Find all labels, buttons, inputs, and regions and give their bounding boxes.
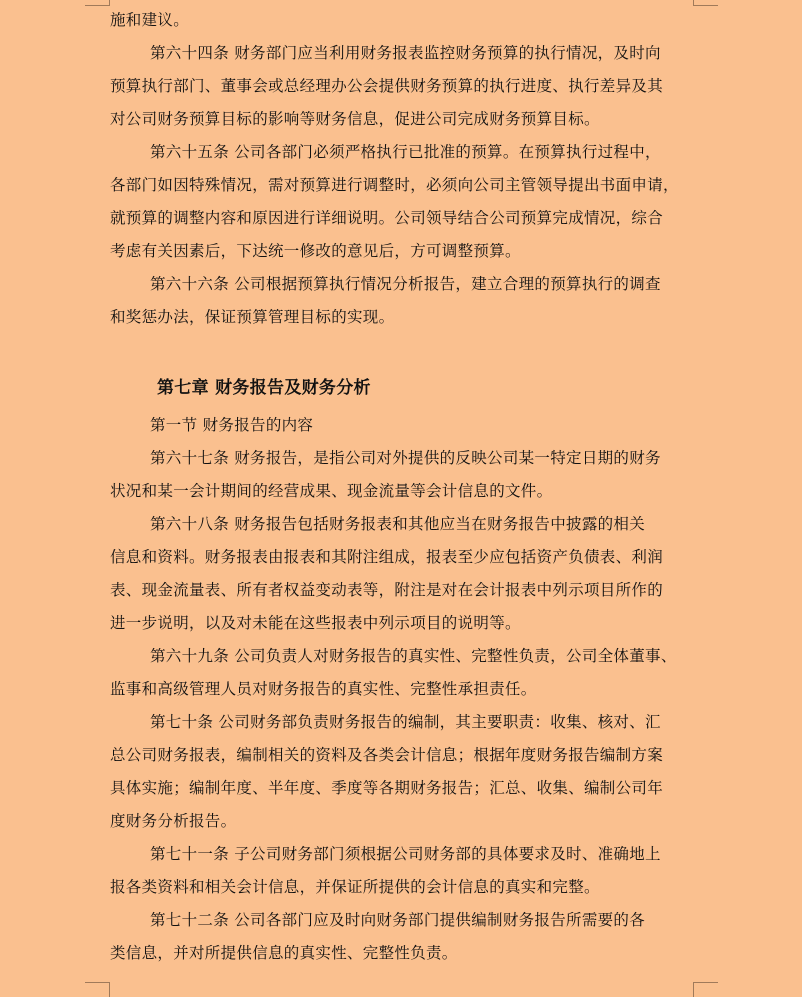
text-line: 各部门如因特殊情况，需对预算进行调整时，必须向公司主管领导提出书面申请， [110,176,679,194]
text-line: 预算执行部门、董事会或总经理办公会提供财务预算的执行进度、执行差异及其 [110,77,664,95]
text-line: 类信息，并对所提供信息的真实性、完整性负责。 [110,944,458,962]
document-body [110,0,692,996]
text-line: 第六十五条 公司各部门必须严格执行已批准的预算。在预算执行过程中， [150,143,661,161]
page-corner-mark-bottom-left [85,982,110,997]
text-line: 第七十条 公司财务部负责财务报告的编制，其主要职责：收集、核对、汇 [150,713,661,731]
text-line: 表、现金流量表、所有者权益变动表等，附注是对在会计报表中列示项目所作的 [110,581,664,599]
text-line: 施和建议。 [110,11,190,29]
text-line: 第六十九条 公司负责人对财务报告的真实性、完整性负责，公司全体董事、 [150,647,677,665]
text-line: 考虑有关因素后，下达统一修改的意见后，方可调整预算。 [110,242,521,260]
text-line: 第六十七条 财务报告，是指公司对外提供的反映公司某一特定日期的财务 [150,449,661,467]
text-line: 监事和高级管理人员对财务报告的真实性、完整性承担责任。 [110,680,537,698]
text-line: 报各类资料和相关会计信息，并保证所提供的会计信息的真实和完整。 [110,878,600,896]
text-line: 第六十六条 公司根据预算执行情况分析报告，建立合理的预算执行的调查 [150,275,661,293]
text-line: 第七十一条 子公司财务部门须根据公司财务部的具体要求及时、准确地上 [150,845,661,863]
text-line: 第七十二条 公司各部门应及时向财务部门提供编制财务报告所需要的各 [150,911,646,929]
chapter-heading: 第七章 财务报告及财务分析 [157,378,371,398]
text-line: 就预算的调整内容和原因进行详细说明。公司领导结合公司预算完成情况，综合 [110,209,664,227]
text-line: 进一步说明，以及对未能在这些报表中列示项目的说明等。 [110,614,521,632]
text-line: 度财务分析报告。 [110,812,237,830]
text-line: 第六十四条 财务部门应当利用财务报表监控财务预算的执行情况，及时向 [150,44,661,62]
text-line: 第一节 财务报告的内容 [150,416,314,434]
text-line: 具体实施；编制年度、半年度、季度等各期财务报告；汇总、收集、编制公司年 [110,779,664,797]
page-corner-mark-top-left [85,0,110,6]
text-line: 第六十八条 财务报告包括财务报表和其他应当在财务报告中披露的相关 [150,515,646,533]
text-line: 对公司财务预算目标的影响等财务信息，促进公司完成财务预算目标。 [110,110,600,128]
text-line: 和奖惩办法，保证预算管理目标的实现。 [110,308,395,326]
page-corner-mark-top-right [693,0,718,6]
text-line: 总公司财务报表，编制相关的资料及各类会计信息；根据年度财务报告编制方案 [110,746,664,764]
page-corner-mark-bottom-right [693,982,718,997]
text-line: 状况和某一会计期间的经营成果、现金流量等会计信息的文件。 [110,482,553,500]
text-line: 信息和资料。财务报表由报表和其附注组成，报表至少应包括资产负债表、利润 [110,548,664,566]
